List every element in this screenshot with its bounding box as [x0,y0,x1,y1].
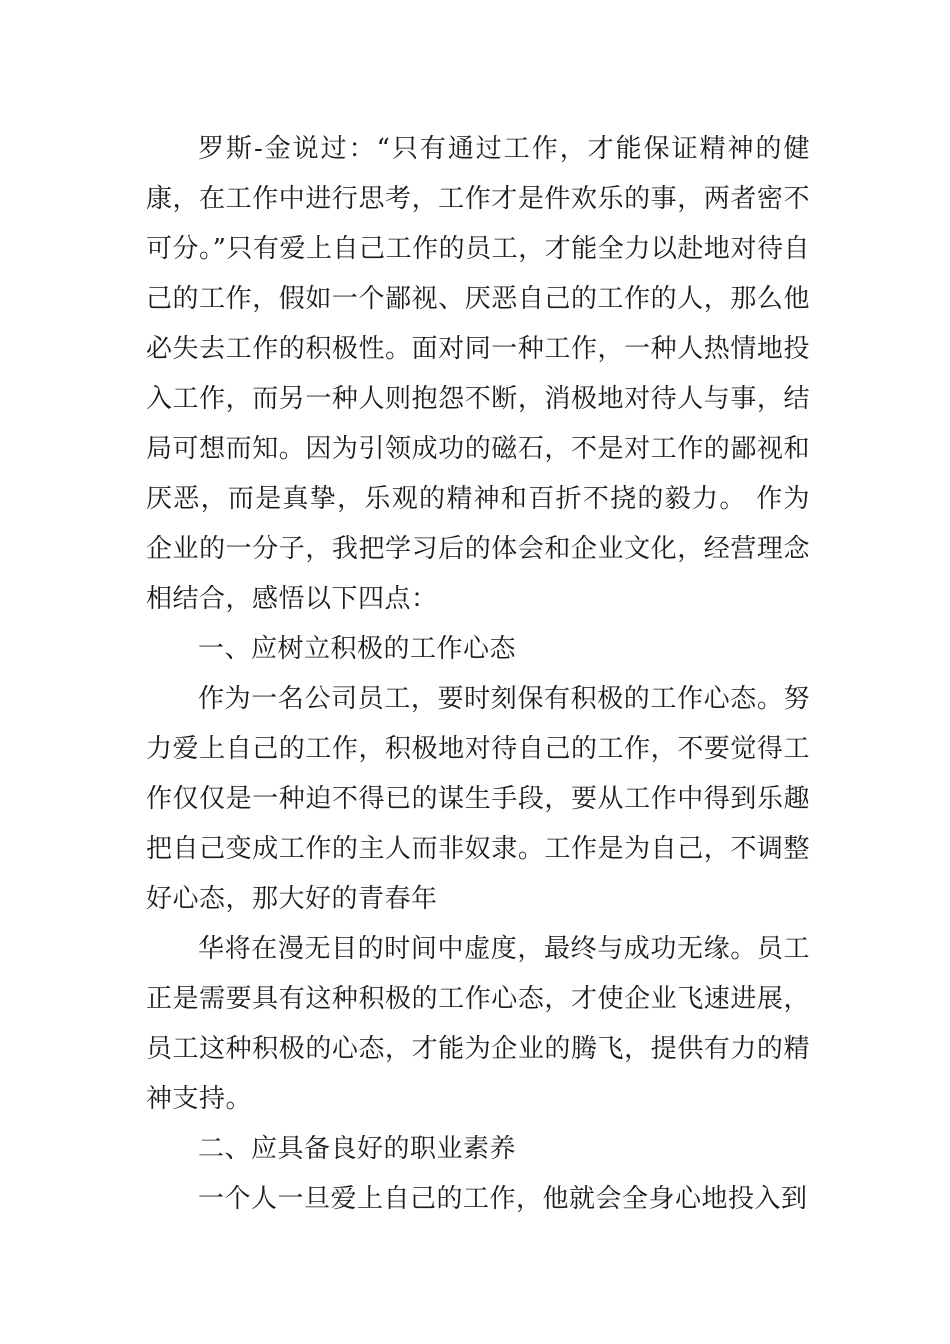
paragraph-intro: 罗斯-金说过：“只有通过工作，才能保证精神的健康，在工作中进行思考，工作才是件欢乐的事，两者密不可分。”只有爱上自己工作的员工，才能全力以赴地对待自己的工作，假如一个鄙视、厌恶自己的工作的人，那么他必失去工作的积极性。面对同一种工作，一种人热情地投入工作，而另一种人则抱怨不断，消极地对待人与事，结局可想而知。因为引领成功的磁石，不是对工作的鄙视和厌恶，而是真挚，乐观的精神和百折不挠的毅力。 作为企业的一分子，我把学习后的体会和企业文化，经营理念相结合，感悟以下四点： [146,134,810,614]
section-heading-2: 二、应具备良好的职业素养 [198,1134,517,1164]
paragraph-section-2: 一个人一旦爱上自己的工作，他就会全身心地投入到 [198,1184,808,1214]
paragraph-section-1-continued: 华将在漫无目的时间中虚度，最终与成功无缘。员工正是需要具有这种积极的工作心态，才使企业飞速进展，员工这种积极的心态，才能为企业的腾飞，提供有力的精神支持。 [146,934,810,1114]
section-heading-1: 一、应树立积极的工作心态 [198,634,517,664]
document-body [146,124,810,1224]
paragraph-section-1: 作为一名公司员工，要时刻保有积极的工作心态。努力爱上自己的工作，积极地对待自己的工作，不要觉得工作仅仅是一种迫不得已的谋生手段，要从工作中得到乐趣把自己变成工作的主人而非奴隶。工作是为自己，不调整好心态，那大好的青春年 [146,684,810,914]
